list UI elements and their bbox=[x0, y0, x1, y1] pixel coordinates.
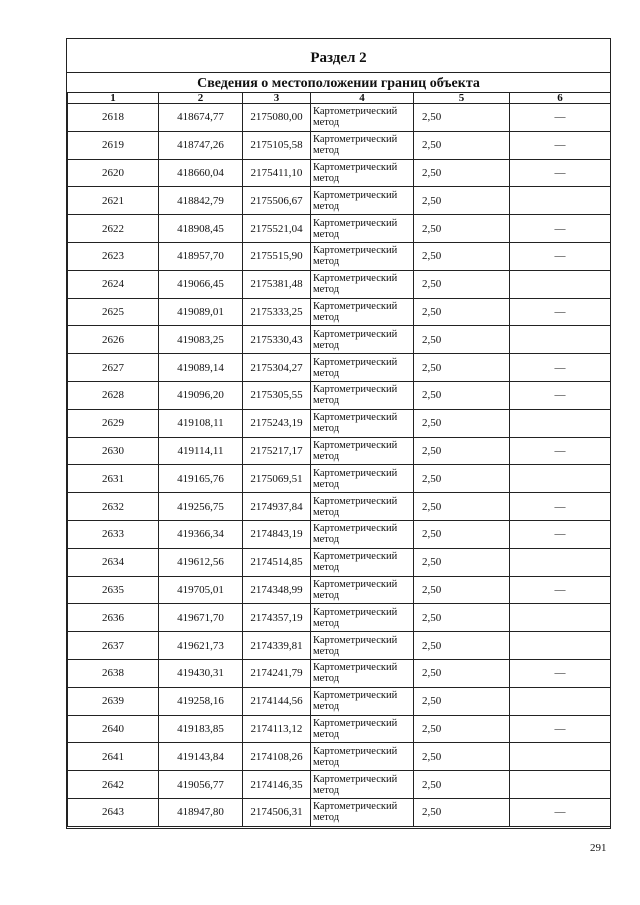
column-header-3: 3 bbox=[243, 93, 311, 104]
description-cell bbox=[510, 548, 611, 576]
accuracy-cell: 2,50 bbox=[414, 326, 510, 354]
description-cell: — bbox=[510, 381, 611, 409]
table-row bbox=[68, 326, 611, 354]
table-row bbox=[68, 743, 611, 771]
description-cell: — bbox=[510, 242, 611, 270]
accuracy-cell: 2,50 bbox=[414, 632, 510, 660]
description-cell bbox=[510, 409, 611, 437]
accuracy-cell: 2,50 bbox=[414, 659, 510, 687]
point-number: 2627 bbox=[68, 354, 159, 382]
coordinate-y: 2175381,48 bbox=[243, 270, 311, 298]
column-header-4: 4 bbox=[311, 93, 414, 104]
accuracy-cell: 2,50 bbox=[414, 576, 510, 604]
coordinate-x: 419114,11 bbox=[159, 437, 243, 465]
accuracy-cell: 2,50 bbox=[414, 159, 510, 187]
point-number: 2621 bbox=[68, 187, 159, 215]
coordinate-y: 2174348,99 bbox=[243, 576, 311, 604]
point-number: 2636 bbox=[68, 604, 159, 632]
document-frame bbox=[66, 38, 611, 829]
accuracy-cell: 2,50 bbox=[414, 715, 510, 743]
coordinate-y: 2175305,55 bbox=[243, 381, 311, 409]
method-cell: Картометрический метод bbox=[311, 187, 414, 215]
table-row bbox=[68, 576, 611, 604]
accuracy-cell: 2,50 bbox=[414, 104, 510, 132]
coordinate-x: 419612,56 bbox=[159, 548, 243, 576]
accuracy-cell: 2,50 bbox=[414, 242, 510, 270]
column-header-6: 6 bbox=[510, 93, 611, 104]
point-number: 2638 bbox=[68, 659, 159, 687]
method-cell: Картометрический метод bbox=[311, 771, 414, 799]
coordinate-y: 2174843,19 bbox=[243, 520, 311, 548]
method-cell: Картометрический метод bbox=[311, 159, 414, 187]
method-cell: Картометрический метод bbox=[311, 548, 414, 576]
method-cell: Картометрический метод bbox=[311, 270, 414, 298]
accuracy-cell: 2,50 bbox=[414, 409, 510, 437]
method-cell: Картометрический метод bbox=[311, 659, 414, 687]
method-cell: Картометрический метод bbox=[311, 687, 414, 715]
coordinate-y: 2175069,51 bbox=[243, 465, 311, 493]
coordinate-x: 418957,70 bbox=[159, 242, 243, 270]
description-cell: — bbox=[510, 104, 611, 132]
coordinate-y: 2174506,31 bbox=[243, 798, 311, 826]
point-number: 2635 bbox=[68, 576, 159, 604]
description-cell: — bbox=[510, 520, 611, 548]
description-cell: — bbox=[510, 298, 611, 326]
table-row bbox=[68, 381, 611, 409]
coordinate-x: 419671,70 bbox=[159, 604, 243, 632]
point-number: 2643 bbox=[68, 798, 159, 826]
description-cell bbox=[510, 687, 611, 715]
coordinate-x: 419066,45 bbox=[159, 270, 243, 298]
coordinate-y: 2175330,43 bbox=[243, 326, 311, 354]
point-number: 2628 bbox=[68, 381, 159, 409]
accuracy-cell: 2,50 bbox=[414, 687, 510, 715]
table-row bbox=[68, 632, 611, 660]
description-cell bbox=[510, 187, 611, 215]
table-row bbox=[68, 437, 611, 465]
table-row bbox=[68, 298, 611, 326]
description-cell: — bbox=[510, 715, 611, 743]
table-row bbox=[68, 131, 611, 159]
coordinate-x: 418660,04 bbox=[159, 159, 243, 187]
coordinate-x: 419621,73 bbox=[159, 632, 243, 660]
method-cell: Картометрический метод bbox=[311, 242, 414, 270]
method-cell: Картометрический метод bbox=[311, 215, 414, 243]
coordinate-x: 418842,79 bbox=[159, 187, 243, 215]
method-cell: Картометрический метод bbox=[311, 437, 414, 465]
table-row bbox=[68, 798, 611, 826]
coordinate-x: 418674,77 bbox=[159, 104, 243, 132]
accuracy-cell: 2,50 bbox=[414, 465, 510, 493]
accuracy-cell: 2,50 bbox=[414, 215, 510, 243]
point-number: 2618 bbox=[68, 104, 159, 132]
table-row bbox=[68, 215, 611, 243]
coordinate-x: 419096,20 bbox=[159, 381, 243, 409]
method-cell: Картометрический метод bbox=[311, 104, 414, 132]
description-cell: — bbox=[510, 131, 611, 159]
description-cell bbox=[510, 771, 611, 799]
method-cell: Картометрический метод bbox=[311, 131, 414, 159]
point-number: 2625 bbox=[68, 298, 159, 326]
coordinate-y: 2174937,84 bbox=[243, 493, 311, 521]
description-cell: — bbox=[510, 215, 611, 243]
table-row bbox=[68, 409, 611, 437]
accuracy-cell: 2,50 bbox=[414, 798, 510, 826]
point-number: 2632 bbox=[68, 493, 159, 521]
accuracy-cell: 2,50 bbox=[414, 493, 510, 521]
accuracy-cell: 2,50 bbox=[414, 437, 510, 465]
description-cell bbox=[510, 743, 611, 771]
point-number: 2641 bbox=[68, 743, 159, 771]
description-cell bbox=[510, 604, 611, 632]
coordinate-x: 419256,75 bbox=[159, 493, 243, 521]
coordinate-x: 419258,16 bbox=[159, 687, 243, 715]
coordinate-y: 2175515,90 bbox=[243, 242, 311, 270]
coordinate-x: 418947,80 bbox=[159, 798, 243, 826]
table-row bbox=[68, 104, 611, 132]
table-row bbox=[68, 270, 611, 298]
coordinate-y: 2174241,79 bbox=[243, 659, 311, 687]
description-cell bbox=[510, 465, 611, 493]
method-cell: Картометрический метод bbox=[311, 798, 414, 826]
point-number: 2639 bbox=[68, 687, 159, 715]
method-cell: Картометрический метод bbox=[311, 354, 414, 382]
description-cell: — bbox=[510, 354, 611, 382]
method-cell: Картометрический метод bbox=[311, 409, 414, 437]
coordinate-y: 2175521,04 bbox=[243, 215, 311, 243]
coordinate-y: 2174146,35 bbox=[243, 771, 311, 799]
coordinate-y: 2175105,58 bbox=[243, 131, 311, 159]
description-cell bbox=[510, 270, 611, 298]
method-cell: Картометрический метод bbox=[311, 743, 414, 771]
method-cell: Картометрический метод bbox=[311, 465, 414, 493]
point-number: 2631 bbox=[68, 465, 159, 493]
method-cell: Картометрический метод bbox=[311, 632, 414, 660]
accuracy-cell: 2,50 bbox=[414, 520, 510, 548]
description-cell: — bbox=[510, 576, 611, 604]
description-cell: — bbox=[510, 798, 611, 826]
coordinate-y: 2174514,85 bbox=[243, 548, 311, 576]
point-number: 2640 bbox=[68, 715, 159, 743]
coordinate-x: 419705,01 bbox=[159, 576, 243, 604]
table-row bbox=[68, 354, 611, 382]
method-cell: Картометрический метод bbox=[311, 493, 414, 521]
table-row bbox=[68, 159, 611, 187]
coordinate-x: 418908,45 bbox=[159, 215, 243, 243]
description-cell bbox=[510, 632, 611, 660]
coordinate-y: 2175080,00 bbox=[243, 104, 311, 132]
coordinate-x: 419108,11 bbox=[159, 409, 243, 437]
accuracy-cell: 2,50 bbox=[414, 298, 510, 326]
table-row bbox=[68, 771, 611, 799]
description-cell: — bbox=[510, 437, 611, 465]
coordinate-y: 2175304,27 bbox=[243, 354, 311, 382]
coordinate-y: 2175411,10 bbox=[243, 159, 311, 187]
coordinate-y: 2174357,19 bbox=[243, 604, 311, 632]
method-cell: Картометрический метод bbox=[311, 381, 414, 409]
table-row bbox=[68, 493, 611, 521]
accuracy-cell: 2,50 bbox=[414, 131, 510, 159]
point-number: 2624 bbox=[68, 270, 159, 298]
point-number: 2637 bbox=[68, 632, 159, 660]
description-cell: — bbox=[510, 159, 611, 187]
coordinate-x: 419366,34 bbox=[159, 520, 243, 548]
coordinate-x: 419089,01 bbox=[159, 298, 243, 326]
method-cell: Картометрический метод bbox=[311, 298, 414, 326]
table-row bbox=[68, 242, 611, 270]
coordinate-x: 419083,25 bbox=[159, 326, 243, 354]
method-cell: Картометрический метод bbox=[311, 326, 414, 354]
boundary-points-table bbox=[67, 93, 611, 827]
point-number: 2626 bbox=[68, 326, 159, 354]
method-cell: Картометрический метод bbox=[311, 520, 414, 548]
table-row bbox=[68, 715, 611, 743]
column-header-2: 2 bbox=[159, 93, 243, 104]
point-number: 2619 bbox=[68, 131, 159, 159]
section-title: Раздел 2 bbox=[67, 39, 610, 73]
coordinate-x: 419183,85 bbox=[159, 715, 243, 743]
point-number: 2633 bbox=[68, 520, 159, 548]
accuracy-cell: 2,50 bbox=[414, 270, 510, 298]
table-body bbox=[68, 104, 611, 827]
table-row bbox=[68, 520, 611, 548]
coordinate-x: 419430,31 bbox=[159, 659, 243, 687]
accuracy-cell: 2,50 bbox=[414, 548, 510, 576]
point-number: 2634 bbox=[68, 548, 159, 576]
coordinate-x: 418747,26 bbox=[159, 131, 243, 159]
description-cell: — bbox=[510, 493, 611, 521]
point-number: 2623 bbox=[68, 242, 159, 270]
page-number: 291 bbox=[590, 842, 607, 854]
method-cell: Картометрический метод bbox=[311, 576, 414, 604]
coordinate-x: 419143,84 bbox=[159, 743, 243, 771]
coordinate-x: 419165,76 bbox=[159, 465, 243, 493]
accuracy-cell: 2,50 bbox=[414, 604, 510, 632]
point-number: 2630 bbox=[68, 437, 159, 465]
coordinate-y: 2175243,19 bbox=[243, 409, 311, 437]
coordinate-y: 2174113,12 bbox=[243, 715, 311, 743]
description-cell bbox=[510, 326, 611, 354]
method-cell: Картометрический метод bbox=[311, 604, 414, 632]
coordinate-y: 2175506,67 bbox=[243, 187, 311, 215]
coordinate-x: 419056,77 bbox=[159, 771, 243, 799]
table-row bbox=[68, 659, 611, 687]
table-row bbox=[68, 187, 611, 215]
coordinate-x: 419089,14 bbox=[159, 354, 243, 382]
table-row bbox=[68, 548, 611, 576]
point-number: 2620 bbox=[68, 159, 159, 187]
point-number: 2642 bbox=[68, 771, 159, 799]
column-header-5: 5 bbox=[414, 93, 510, 104]
point-number: 2629 bbox=[68, 409, 159, 437]
table-row bbox=[68, 465, 611, 493]
method-cell: Картометрический метод bbox=[311, 715, 414, 743]
table-header-row bbox=[68, 93, 611, 104]
coordinate-y: 2174339,81 bbox=[243, 632, 311, 660]
coordinate-y: 2175333,25 bbox=[243, 298, 311, 326]
table-row bbox=[68, 687, 611, 715]
coordinate-y: 2174144,56 bbox=[243, 687, 311, 715]
column-header-1: 1 bbox=[68, 93, 159, 104]
accuracy-cell: 2,50 bbox=[414, 381, 510, 409]
coordinate-y: 2175217,17 bbox=[243, 437, 311, 465]
table-row bbox=[68, 604, 611, 632]
coordinate-y: 2174108,26 bbox=[243, 743, 311, 771]
accuracy-cell: 2,50 bbox=[414, 187, 510, 215]
section-subtitle: Сведения о местоположении границ объекта bbox=[67, 73, 610, 93]
accuracy-cell: 2,50 bbox=[414, 771, 510, 799]
accuracy-cell: 2,50 bbox=[414, 743, 510, 771]
description-cell: — bbox=[510, 659, 611, 687]
accuracy-cell: 2,50 bbox=[414, 354, 510, 382]
point-number: 2622 bbox=[68, 215, 159, 243]
